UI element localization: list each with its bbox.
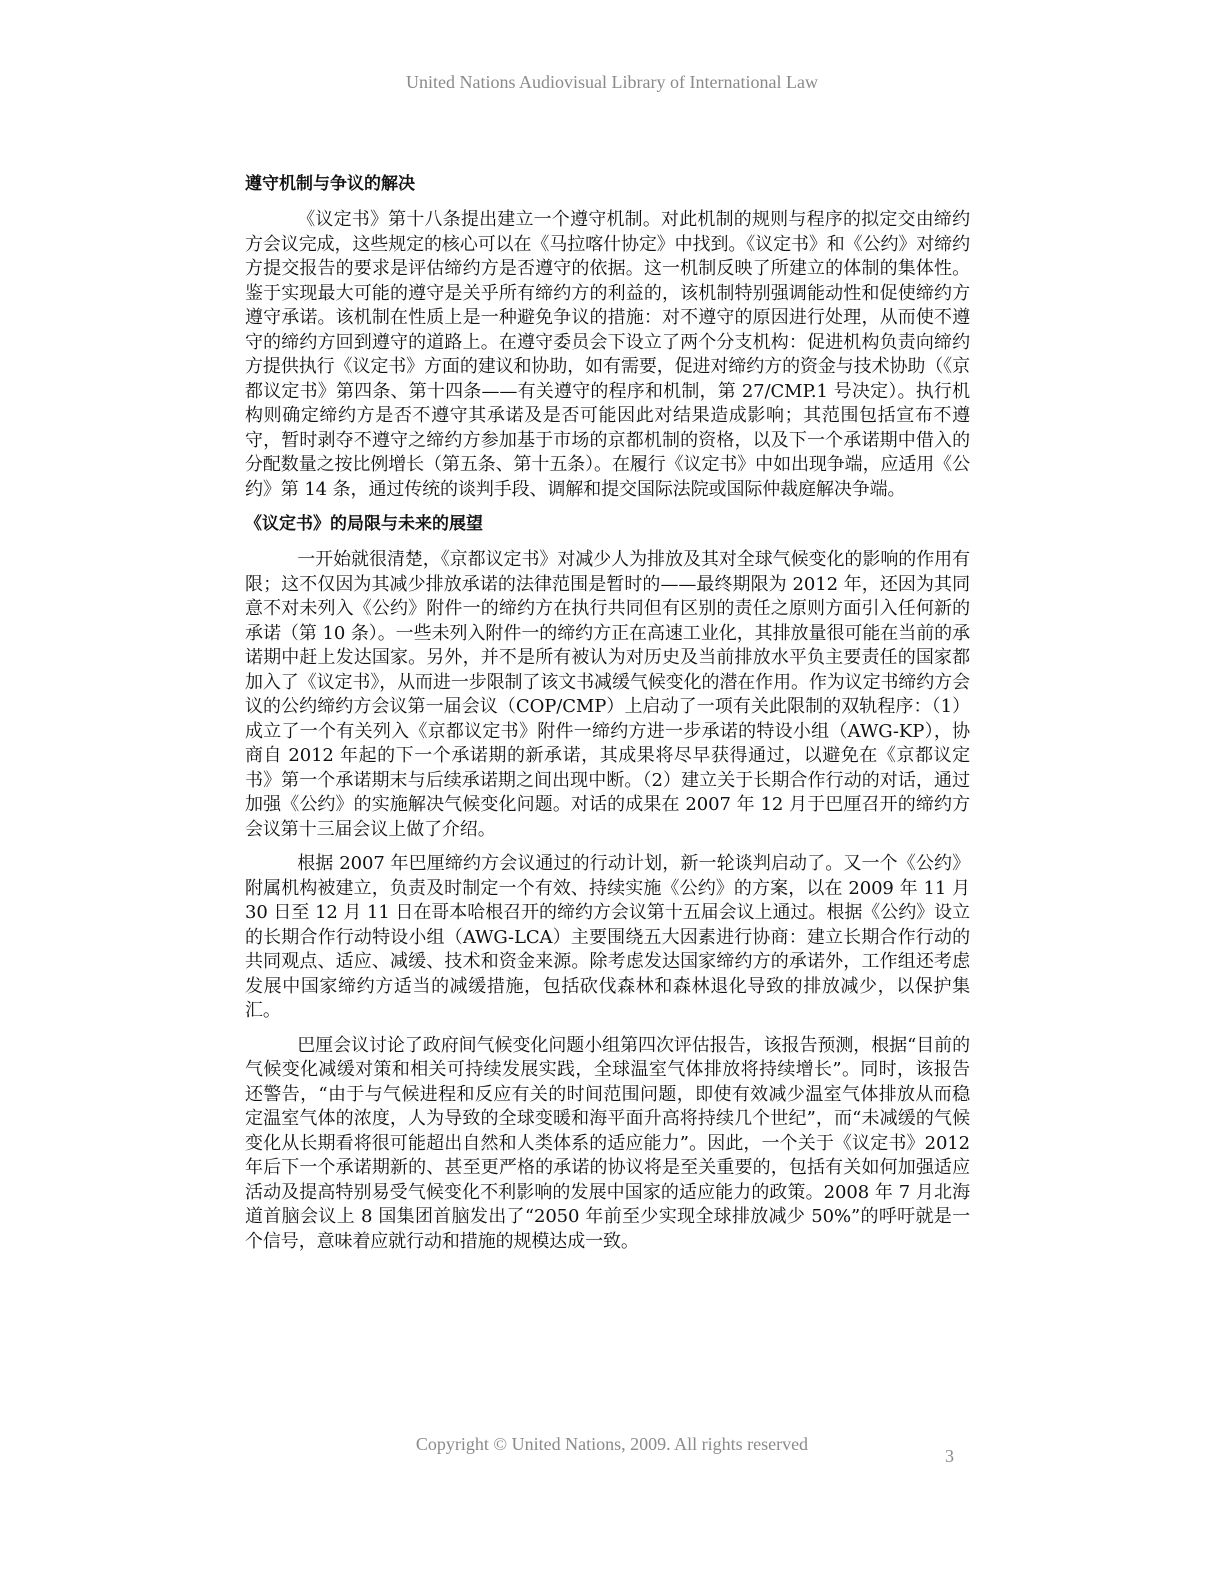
copyright-footer: Copyright © United Nations, 2009. All rights reserved [415,1434,809,1454]
document-body [245,172,970,1264]
section-compliance [245,172,970,502]
page-number: 3 [945,1446,954,1466]
paragraph: 根据 2007 年巴厘缔约方会议通过的行动计划，新一轮谈判启动了。又一个《公约》附属机构被建立，负责及时制定一个有效、持续实施《公约》的方案，以在 2009 年 11 月 30 日至 12 月 11 日在哥本哈根召开的缔约方会议第十五届会议上通过。根据《公约》设立的长期合作行动特设小组（AWG-LCA）主要围绕五大因素进行协商：建立长期合作行动的共同观点、适应、减缓、技术和资金来源。除考虑发达国家缔约方的承诺外，工作组还考虑发展中国家缔约方适当的减缓措施，包括砍伐森林和森林退化导致的排放减少，以保护集汇。 [245,853,970,1021]
running-header: United Nations Audiovisual Library of International Law [406,72,818,92]
section-limitations [245,512,970,1254]
paragraph: 巴厘会议讨论了政府间气候变化问题小组第四次评估报告，该报告预测，根据“目前的气候变化减缓对策和相关可持续发展实践，全球温室气体排放将持续增长”。同时，该报告还警告，“由于与气候进程和反应有关的时间范围问题，即使有效减少温室气体排放从而稳定温室气体的浓度，人为导致的全球变暖和海平面升高将持续几个世纪”，而“未减缓的气候变化从长期看将很可能超出自然和人类体系的适应能力”。因此，一个关于《议定书》2012 年后下一个承诺期新的、甚至更严格的承诺的协议将是至关重要的，包括有关如何加强适应活动及提高特别易受气候变化不利影响的发展中国家的适应能力的政策。2008 年 7 月北海道首脑会议上 8 国集团首脑发出了“2050 年前至少实现全球排放减少 50%”的呼吁就是一个信号，意味着应就行动和措施的规模达成一致。 [245,1034,970,1252]
paragraph: 一开始就很清楚，《京都议定书》对减少人为排放及其对全球气候变化的影响的作用有限；这不仅因为其减少排放承诺的法律范围是暂时的——最终期限为 2012 年，还因为其同意不对未列入《公约》附件一的缔约方在执行共同但有区别的责任之原则方面引入任何新的承诺（第 10 条）。一些未列入附件一的缔约方正在高速工业化，其排放量很可能在当前的承诺期中赶上发达国家。另外，并不是所有被认为对历史及当前排放水平负主要责任的国家都加入了《议定书》，从而进一步限制了该文书减缓气候变化的潜在作用。作为议定书缔约方会议的公约缔约方会议第一届会议（COP/CMP）上启动了一项有关此限制的双轨程序：（1）成立了一个有关列入《京都议定书》附件一缔约方进一步承诺的特设小组（AWG-KP），协商自 2012 年起的下一个承诺期的新承诺，其成果将尽早获得通过，以避免在《京都议定书》第一个承诺期末与后续承诺期之间出现中断。（2）建立关于长期合作行动的对话，通过加强《公约》的实施解决气候变化问题。对话的成果在 2007 年 12 月于巴厘召开的缔约方会议第十三届会议上做了介绍。 [245,549,970,840]
section-heading: 《议定书》的局限与未来的展望 [245,514,483,534]
section-heading: 遵守机制与争议的解决 [245,174,415,194]
paragraph: 《议定书》第十八条提出建立一个遵守机制。对此机制的规则与程序的拟定交由缔约方会议完成，这些规定的核心可以在《马拉喀什协定》中找到。《议定书》和《公约》对缔约方提交报告的要求是评估缔约方是否遵守的依据。这一机制反映了所建立的体制的集体性。鉴于实现最大可能的遵守是关乎所有缔约方的利益的，该机制特别强调能动性和促使缔约方遵守承诺。该机制在性质上是一种避免争议的措施：对不遵守的原因进行处理，从而使不遵守的缔约方回到遵守的道路上。在遵守委员会下设立了两个分支机构：促进机构负责向缔约方提供执行《议定书》方面的建议和协助，如有需要，促进对缔约方的资金与技术协助（《京都议定书》第四条、第十四条——有关遵守的程序和机制，第 27/CMP.1 号决定）。执行机构则确定缔约方是否不遵守其承诺及是否可能因此对结果造成影响；其范围包括宣布不遵守，暂时剥夺不遵守之缔约方参加基于市场的京都机制的资格，以及下一个承诺期中借入的分配数量之按比例增长（第五条、第十五条）。在履行《议定书》中如出现争端，应适用《公约》第 14 条，通过传统的谈判手段、调解和提交国际法院或国际仲裁庭解决争端。 [245,209,970,500]
